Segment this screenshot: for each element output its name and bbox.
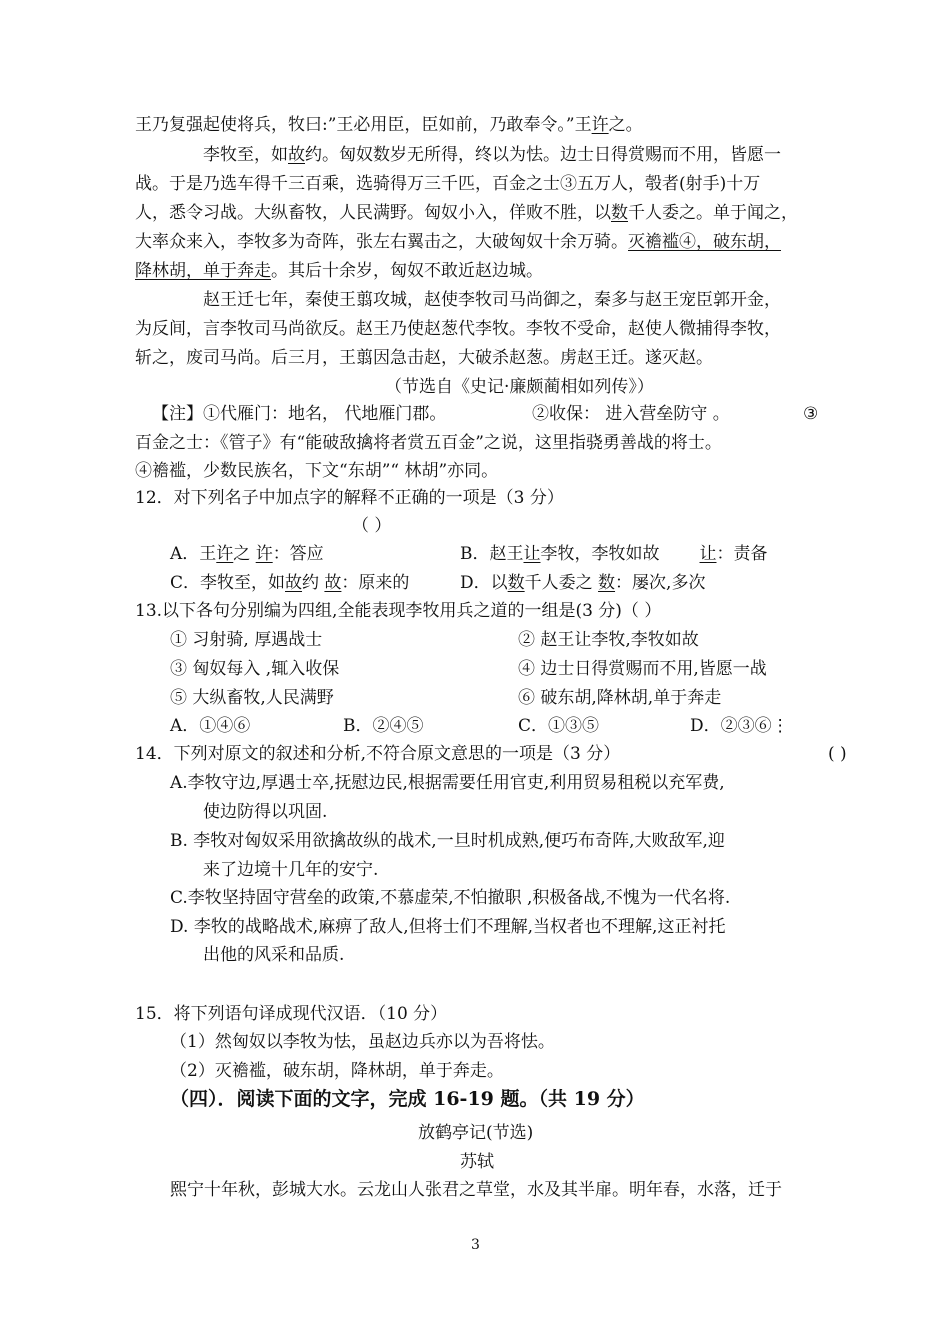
text: 人，悉令习战。大纵畜牧，人民满野。匈奴小入，佯败不胜，以 [135,203,611,223]
answer-paren: （ ） [352,516,392,536]
dotted-word: 数 [507,573,525,593]
underlined-phrase: 灭襜褴④，破东胡， [628,232,781,252]
text: 之。 [608,115,643,135]
passage-line [203,143,781,167]
text: 李牧，李牧如故 [540,544,660,564]
item: ③ 匈奴每入 ,辄入收保 [170,659,340,679]
option-d-cont: 出他的风采和品质. [203,945,345,965]
page-number: 3 [471,1237,480,1253]
option-c [170,571,409,595]
option-d [460,571,705,595]
text: 王乃复强起使将兵，牧曰:”王必用臣，臣如前，乃敢奉令。”王 [135,115,592,135]
dotted-word: 让 [699,544,717,564]
sentence-1: （1）然匈奴以李牧为怯，虽赵边兵亦以为吾将怯。 [170,1032,555,1052]
section-heading: （四）．阅读下面的文字，完成 16-19 题。（共 19 分） [170,1088,645,1110]
text: A．王 [170,544,217,564]
option-a [170,542,324,566]
dotted-word: 让 [523,544,541,564]
passage-line [135,259,543,283]
underlined-word: 数 [611,203,628,223]
option-d: D．②③⑥⋮ [690,716,789,736]
article-title: 放鹤亭记(节选) [418,1123,534,1143]
option-b: B．②④⑤ [343,716,424,736]
option-b: B. 李牧对匈奴采用欲擒故纵的战术,一旦时机成熟,便巧布奇阵,大败敌军,迎 [170,831,725,851]
text: 约。匈奴数岁无所得，终以为怯。边士日得赏赐而不用，皆愿一 [305,145,781,165]
text: ：答应 [272,544,324,564]
item: ④ 边士日得赏赐而不用,皆愿一战 [518,659,767,679]
question-15-stem: 15．将下列语句译成现代汉语．（10 分） [135,1004,448,1024]
question-14-stem: 14．下列对原文的叙述和分析,不符合原文意思的一项是（3 分） [135,744,621,764]
underlined-phrase: 降林胡，单于奔走 [135,261,271,281]
text: D．以 [460,573,508,593]
answer-paren: ( ) [828,744,847,764]
passage-line: 战。于是乃选车得千三百乘，选骑得万三千匹，百金之士③五万人，彀者(射手)十万 [135,174,761,194]
text: ：责备 [716,544,768,564]
notes-line: ③ [803,404,819,424]
option-a: A．①④⑥ [170,716,251,736]
item: ② 赵王让李牧,李牧如故 [518,630,699,650]
dotted-word: 故 [285,573,303,593]
passage-source: （节选自《史记·廉颇蔺相如列传》） [385,377,654,397]
option-b [460,542,768,566]
text: 大率众来入，李牧多为奇阵，张左右翼击之，大破匈奴十余万骑。 [135,232,628,252]
text: ：屡次,多次 [615,573,706,593]
option-d: D. 李牧的战略战术,麻痹了敌人,但将士们不理解,当权者也不理解,这正衬托 [170,917,726,937]
text: 千人委之 [524,573,599,593]
passage-line [135,230,781,254]
item: ⑥ 破东胡,降林胡,单于奔走 [518,688,722,708]
text: 之 [233,544,256,564]
item: ① 习射骑, 厚遇战士 [170,630,323,650]
notes-line: 【注】①代雁门：地名， 代地雁门郡。 [152,404,447,424]
option-c: C．①③⑤ [518,716,600,736]
text: 约 [302,573,325,593]
article-line: 熙宁十年秋，彭城大水。云龙山人张君之草堂，水及其半扉。明年春，水落，迁于 [170,1180,782,1200]
option-a-cont: 使边防得以巩固. [203,802,328,822]
option-b-cont: 来了边境十几年的安宁. [203,860,379,880]
notes-line: ④襜褴，少数民族名，下文“东胡”“ 林胡”亦同。 [135,461,499,481]
dotted-word: 数 [598,573,616,593]
option-a: A.李牧守边,厚遇士卒,抚慰边民,根据需要任用官吏,利用贸易租税以充军费, [170,773,725,793]
item: ⑤ 大纵畜牧,人民满野 [170,688,334,708]
passage-line: 斩之，废司马尚。后三月，王翦因急击赵，大破杀赵葱。虏赵王迁。遂灭赵。 [135,348,713,368]
underlined-word: 许 [591,115,609,135]
passage-line: 为反间，言李牧司马尚欲反。赵王乃使赵葱代李牧。李牧不受命，赵使人微捕得李牧， [135,319,781,339]
question-13-stem: 13.以下各句分别编为四组,全能表现李牧用兵之道的一组是(3 分)（ ） [135,601,662,621]
text: 李牧至，如 [203,145,288,165]
text: 千人委之。单于闻之， [628,203,798,223]
text: 。其后十余岁，匈奴不敢近赵边城。 [271,261,543,281]
question-12-stem: 12．对下列名子中加点字的解释不正确的一项是（3 分） [135,488,564,508]
text: C．李牧至，如 [170,573,286,593]
dotted-word: 故 [324,573,342,593]
text: B．赵王 [460,544,524,564]
passage-line: 赵王迁七年，秦使王翦攻城，赵使李牧司马尚御之，秦多与赵王宠臣郭开金， [203,290,781,310]
sentence-2: （2）灭襜褴，破东胡，降林胡，单于奔走。 [170,1061,504,1081]
dotted-word: 许 [255,544,273,564]
notes-line: ②收保： 进入营垒防守 。 [532,404,730,424]
passage-line [135,201,798,225]
article-author: 苏轼 [460,1152,494,1172]
dotted-word: 许 [216,544,234,564]
notes-line: 百金之士：《管子》有“能破敌擒将者赏五百金”之说，这里指骁勇善战的将士。 [135,433,722,453]
underlined-word: 故 [288,145,305,165]
text: ：原来的 [341,573,410,593]
passage-line [135,113,643,137]
option-c: C.李牧坚持固守营垒的政策,不慕虚荣,不怕撤职 ,积极备战,不愧为一代名将. [170,888,731,908]
